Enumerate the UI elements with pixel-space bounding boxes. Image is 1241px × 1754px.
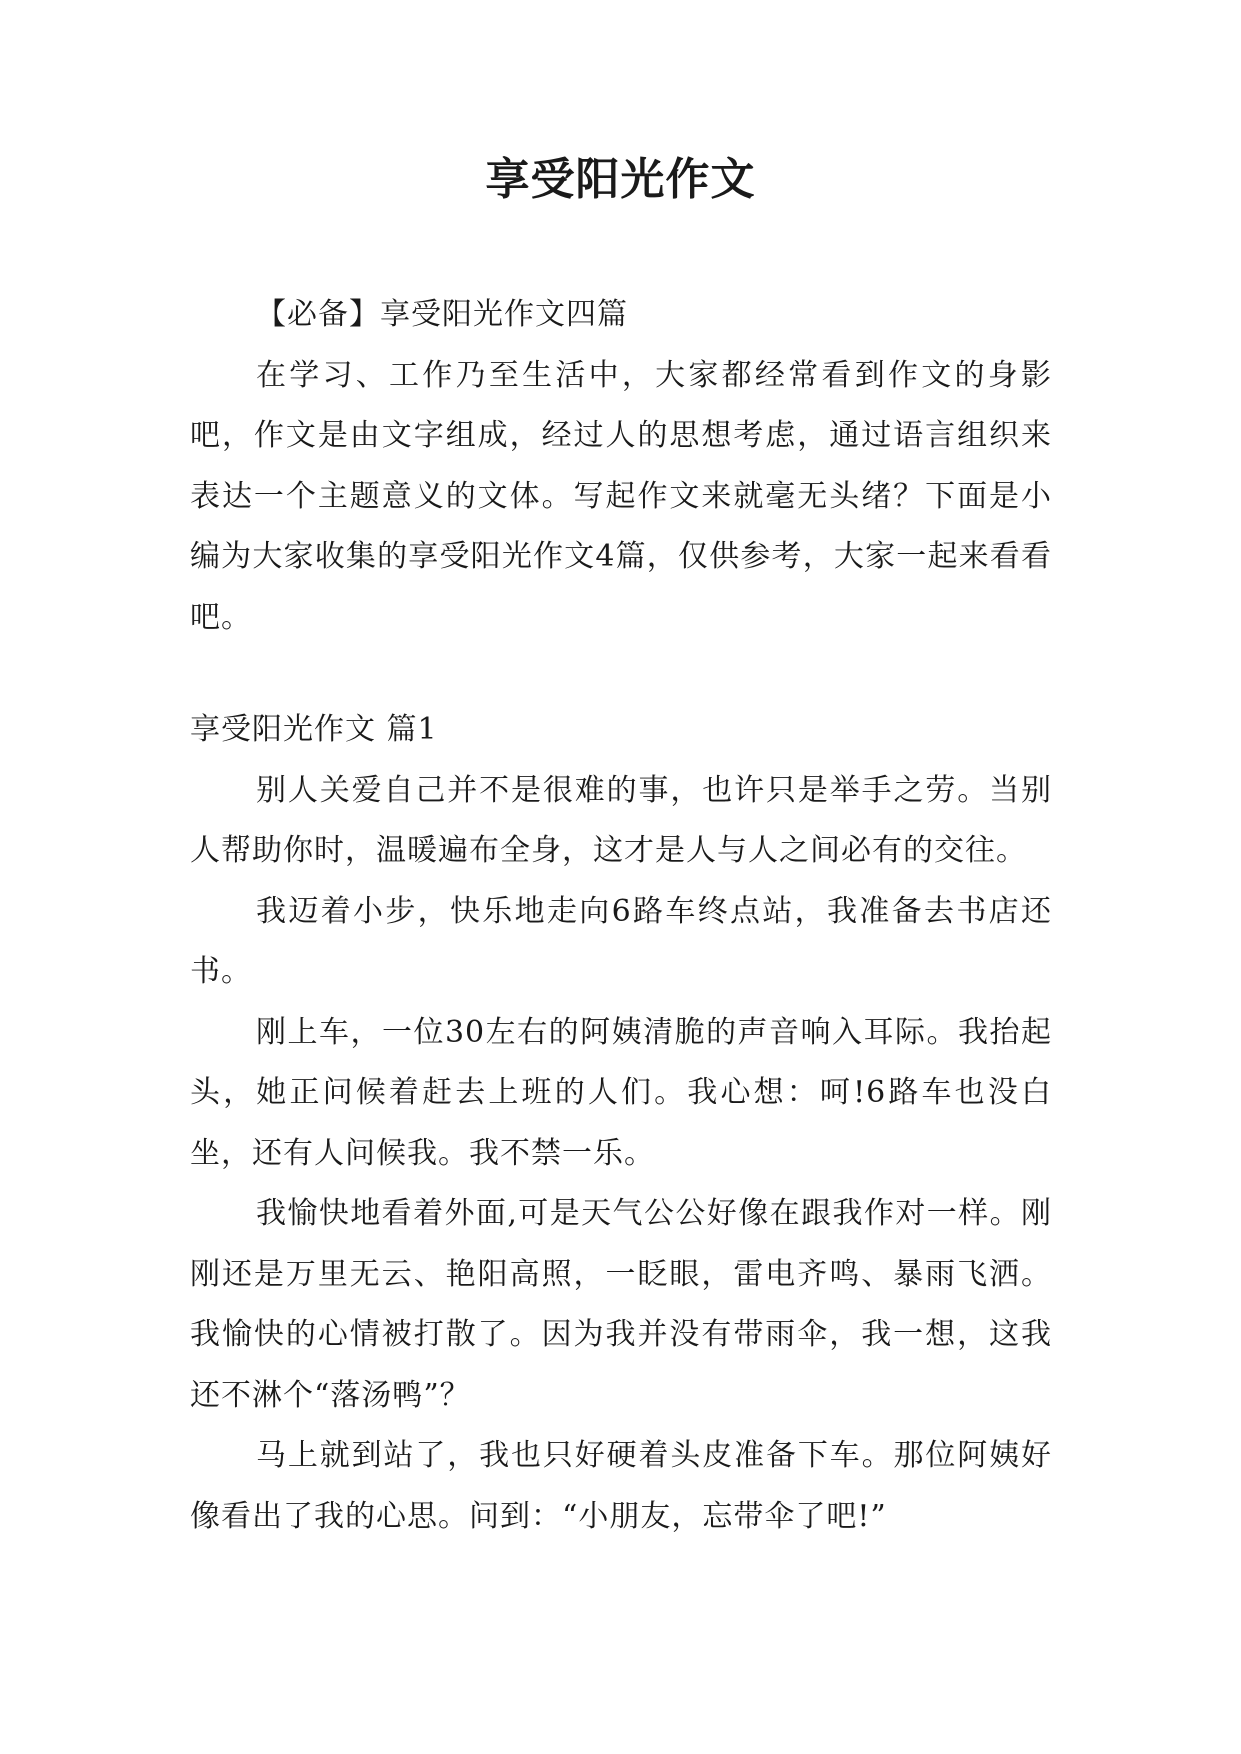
paragraph: 马上就到站了，我也只好硬着头皮准备下车。那位阿姨好像看出了我的心思。问到：“小朋友，忘带伞了吧!”: [190, 1438, 1052, 1534]
section-heading: 享受阳光作文 篇1: [190, 712, 438, 747]
intro-block: [190, 285, 1052, 648]
document-subtitle: 【必备】享受阳光作文四篇: [256, 297, 628, 332]
paragraph: 我迈着小步，快乐地走向6路车终点站，我准备去书店还书。: [190, 893, 1052, 989]
paragraph: 别人关爱自己并不是很难的事，也许只是举手之劳。当别人帮助你时，温暖遍布全身，这才是人与人之间必有的交往。: [190, 772, 1052, 868]
paragraph: 刚上车，一位30左右的阿姨清脆的声音响入耳际。我抬起头，她正问候着赶去上班的人们。我心想：呵!6路车也没白坐，还有人问候我。我不禁一乐。: [190, 1014, 1052, 1171]
document-title: 享受阳光作文: [485, 154, 756, 205]
paragraph: 我愉快地看着外面,可是天气公公好像在跟我作对一样。刚刚还是万里无云、艳阳高照，一眨眼，雷电齐鸣、暴雨飞洒。我愉快的心情被打散了。因为我并没有带雨伞，我一想，这我还不淋个“落汤鸭”？: [190, 1196, 1052, 1413]
article-block: [190, 700, 1052, 1547]
intro-paragraph: 在学习、工作乃至生活中，大家都经常看到作文的身影吧，作文是由文字组成，经过人的思想考虑，通过语言组织来表达一个主题意义的文体。写起作文来就毫无头绪？下面是小编为大家收集的享受阳光作文4篇，仅供参考，大家一起来看看吧。: [190, 357, 1052, 635]
